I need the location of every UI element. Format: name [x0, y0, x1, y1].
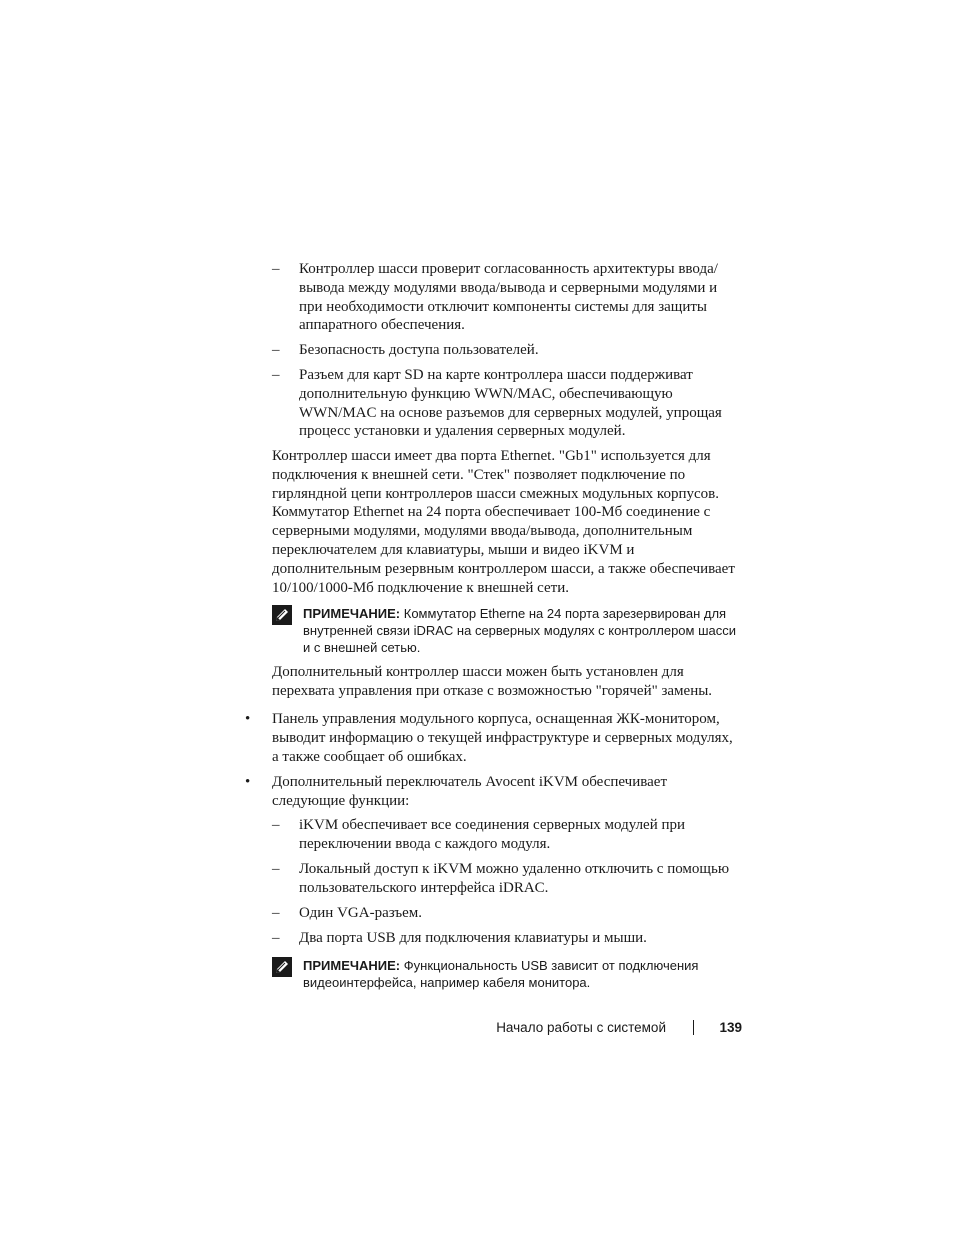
note-pencil-icon — [272, 957, 292, 977]
note-body: Коммутатор Etherne на 24 порта зарезервирован для внутренней связи iDRAC на серверных модулях с контроллером шасси и с внешней сетью. — [303, 606, 736, 656]
list-item-text: Дополнительный переключатель Avocent iKVM обеспечивает следующие функции: — [272, 774, 668, 809]
dash-marker: – — [272, 261, 280, 277]
list-item — [272, 260, 742, 336]
dash-marker: – — [272, 930, 280, 946]
bullet-marker: • — [245, 774, 251, 790]
paragraph-redundant: Дополнительный контроллер шасси можен быть установлен для перехвата управления при отказе с возможностью "горячей" замены. — [272, 664, 713, 699]
note-text — [303, 605, 743, 657]
list-item-text: Локальный доступ к iKVM можно удаленно отключить с помощью пользовательского интерфейса iDRAC. — [299, 861, 730, 896]
page-footer — [440, 1018, 742, 1040]
note-label: ПРИМЕЧАНИЕ: — [303, 606, 401, 621]
dash-marker: – — [272, 861, 280, 877]
list-item — [272, 904, 742, 924]
list-item-text: Разъем для карт SD на карте контроллера шасси поддерживат дополнительную функцию WWN/MAC, обеспечивающую WWN/MAC на основе разъемов для серверных модулей, упрощая процесс установки и удаления серверных модулей. — [299, 367, 722, 440]
paragraph-ethernet: Контроллер шасси имеет два порта Ethernet. "Gb1" используется для подключения к внешней сети. "Стек" позволяет подключение по гирляндной цепи контроллеров шасси смежных модульных корпусов. Коммутатор Ethernet на 24 порта обеспечивает 100-Мб соединение с серверными модулями, модулями ввода/вывода, дополнительным переключателем для клавиатуры, мыши и видео iKVM и дополнительным резервным контроллером шасси, а также обеспечивает 10/100/1000-Мб подключение к внешней сети. — [272, 448, 735, 596]
page-number: 139 — [719, 1020, 742, 1035]
list-item-text: Два порта USB для подключения клавиатуры и мыши. — [299, 930, 647, 946]
dash-marker: – — [272, 817, 280, 833]
list-item-text: Контроллер шасси проверит согласованность архитектуры ввода/вывода между модулями ввода/вывода и серверными модулями и при необходимости отключит компоненты системы для защиты аппаратного обеспечения. — [299, 261, 718, 334]
note-block — [272, 605, 742, 659]
dash-marker: – — [272, 342, 280, 358]
list-item-text: iKVM обеспечивает все соединения серверных модулей при переключении ввода с каждого модуля. — [299, 817, 686, 852]
list-item — [272, 929, 742, 949]
list-item — [245, 773, 742, 813]
note-block — [272, 957, 742, 993]
bullet-marker: • — [245, 711, 251, 727]
footer-separator — [693, 1020, 694, 1035]
note-body: Функциональность USB зависит от подключения видеоинтерфейса, например кабеля монитора. — [303, 958, 699, 991]
list-item — [272, 816, 742, 856]
list-item — [272, 341, 742, 361]
list-item — [272, 366, 742, 442]
dash-marker: – — [272, 367, 280, 383]
note-text — [303, 957, 743, 991]
list-item — [245, 710, 742, 768]
list-item-text: Панель управления модульного корпуса, оснащенная ЖК-монитором, выводит информацию о текущей инфраструктуре и серверных модулях, а также сообщает об ошибках. — [272, 711, 733, 765]
list-item — [272, 860, 742, 900]
list-item-text: Один VGA-разъем. — [299, 905, 423, 921]
footer-title: Начало работы с системой — [496, 1020, 666, 1035]
list-item-text: Безопасность доступа пользователей. — [299, 342, 539, 358]
note-pencil-icon — [272, 605, 292, 625]
dash-marker: – — [272, 905, 280, 921]
note-label: ПРИМЕЧАНИЕ: — [303, 958, 401, 973]
